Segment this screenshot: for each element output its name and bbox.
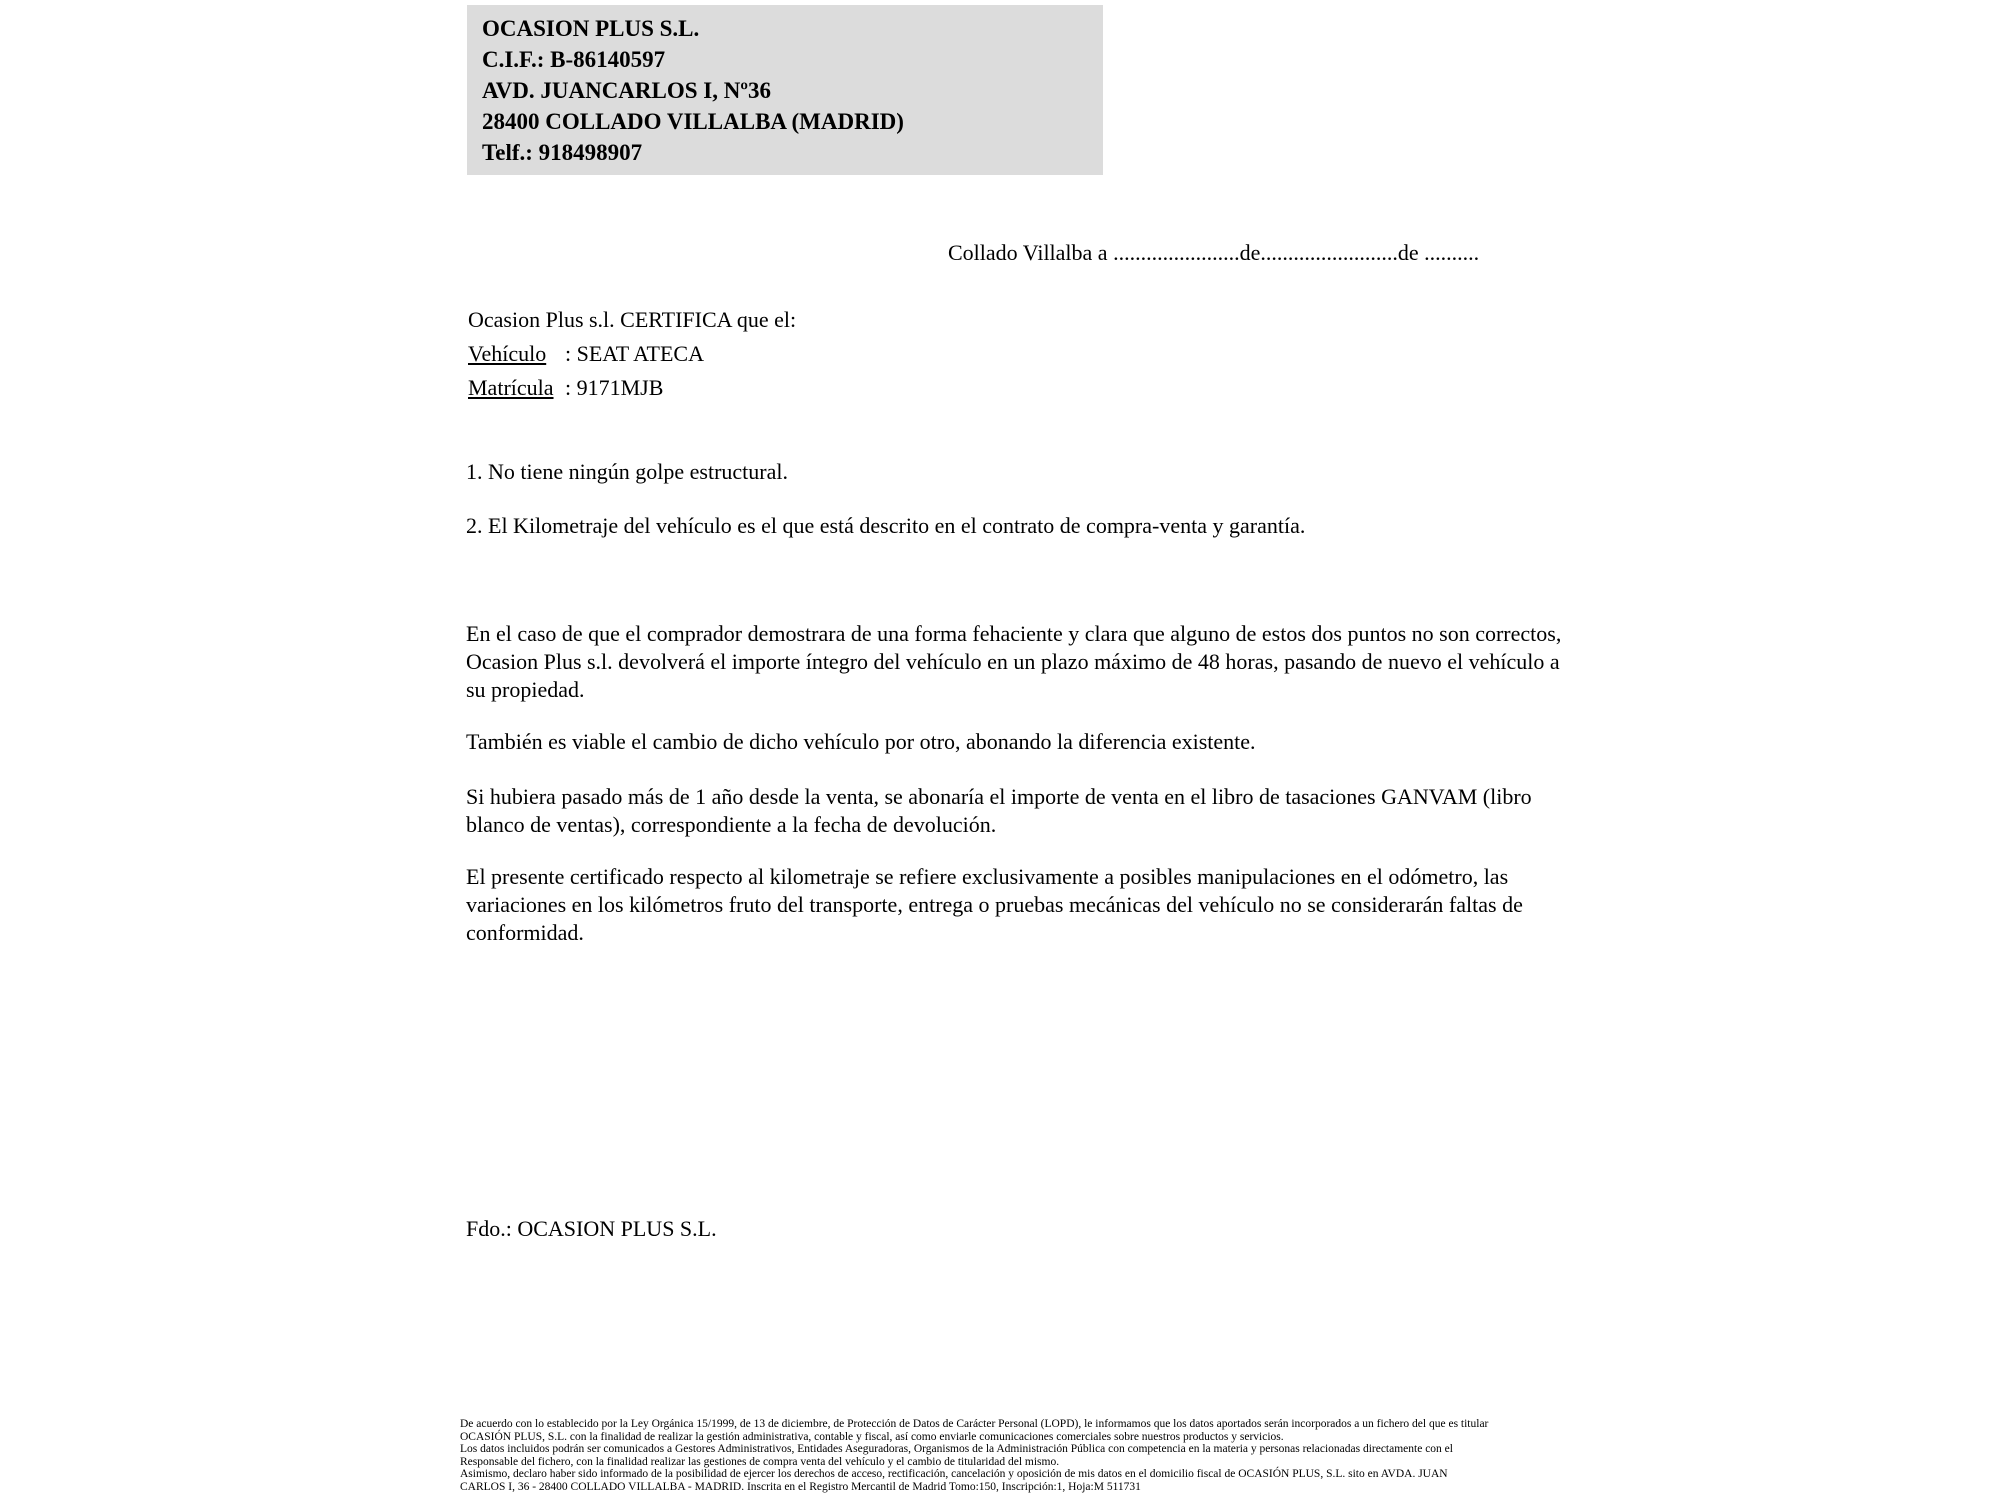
legal-footer-line: CARLOS I, 36 - 28400 COLLADO VILLALBA - MADRID. Inscrita en el Registro Mercantil de Madrid Tomo:150, Inscripción:1, Hoja:M 511731: [460, 1480, 1141, 1493]
company-city: 28400 COLLADO VILLALBA (MADRID): [482, 109, 904, 134]
company-address: AVD. JUANCARLOS I, Nº36: [482, 78, 771, 103]
legal-footer-line: Responsable del fichero, con la finalidad realizar las gestiones de compra venta del vehículo y el cambio de titularidad del mismo.: [460, 1455, 1060, 1468]
legal-footer-line: Asimismo, declaro haber sido informado de la posibilidad de ejercer los derechos de acceso, rectificación, cancelación y oposición de mis datos en el domicilio fiscal de OCASIÓN PLUS, S.L. sito en AVDA. JUAN: [460, 1468, 1448, 1481]
paragraph-odometer-disclaimer: El presente certificado respecto al kilometraje se refiere exclusivamente a posibles manipulaciones en el odómetro, las variaciones en los kilómetros fruto del transporte, entrega o pruebas mecánicas del vehículo no se considerarán faltas de conformidad.: [466, 864, 1523, 945]
signature-line: Fdo.: OCASION PLUS S.L.: [466, 1216, 717, 1241]
company-name: OCASION PLUS S.L.: [482, 16, 700, 41]
company-header-block: [467, 5, 1103, 175]
certification-intro: Ocasion Plus s.l. CERTIFICA que el:: [468, 307, 797, 332]
certification-block: [468, 303, 796, 405]
date-fill-in-line: Collado Villalba a .......................de.........................de ..........: [948, 240, 1480, 265]
vehicle-field-row: [468, 337, 796, 371]
legal-footer-block: [460, 1418, 1600, 1494]
paragraph-ganvam-valuation: Si hubiera pasado más de 1 año desde la venta, se abonaría el importe de venta en el libro de tasaciones GANVAM (libro blanco de ventas), correspondiente a la fecha de devolución.: [466, 784, 1532, 837]
company-cif: C.I.F.: B-86140597: [482, 47, 666, 72]
certified-point-1: 1. No tiene ningún golpe estructural.: [466, 459, 788, 484]
legal-footer-line: Los datos incluidos podrán ser comunicados a Gestores Administrativos, Entidades Aseguradoras, Organismos de la Administración Pública con competencia en la materia y personas relacionadas directamente con el: [460, 1443, 1453, 1456]
company-phone: Telf.: 918498907: [482, 140, 643, 165]
paragraph-vehicle-swap: También es viable el cambio de dicho vehículo por otro, abonando la diferencia existente.: [466, 729, 1256, 754]
vehicle-field-value: : SEAT ATECA: [565, 341, 704, 366]
paragraph-refund-policy: En el caso de que el comprador demostrara de una forma fehaciente y clara que alguno de estos dos puntos no son correctos, Ocasion Plus s.l. devolverá el importe íntegro del vehículo en un plazo máximo de 48 horas, pasando de nuevo el vehículo a su propiedad.: [466, 621, 1562, 702]
plate-field-label: Matrícula: [468, 375, 554, 400]
vehicle-field-label: Vehículo: [468, 341, 547, 366]
legal-footer-line: De acuerdo con lo establecido por la Ley Orgánica 15/1999, de 13 de diciembre, de Protección de Datos de Carácter Personal (LOPD), le informamos que los datos aportados serán incorporados a un fichero del que es titular: [460, 1418, 1489, 1430]
legal-footer-line: OCASIÓN PLUS, S.L. con la finalidad de realizar la gestión administrativa, contable y fiscal, así como enviarle comunicaciones comerciales sobre nuestros productos y servicios.: [460, 1430, 1284, 1443]
certified-point-2: 2. El Kilometraje del vehículo es el que está descrito en el contrato de compra-venta y garantía.: [466, 513, 1306, 538]
plate-field-value: : 9171MJB: [565, 375, 664, 400]
plate-field-row: [468, 371, 796, 405]
